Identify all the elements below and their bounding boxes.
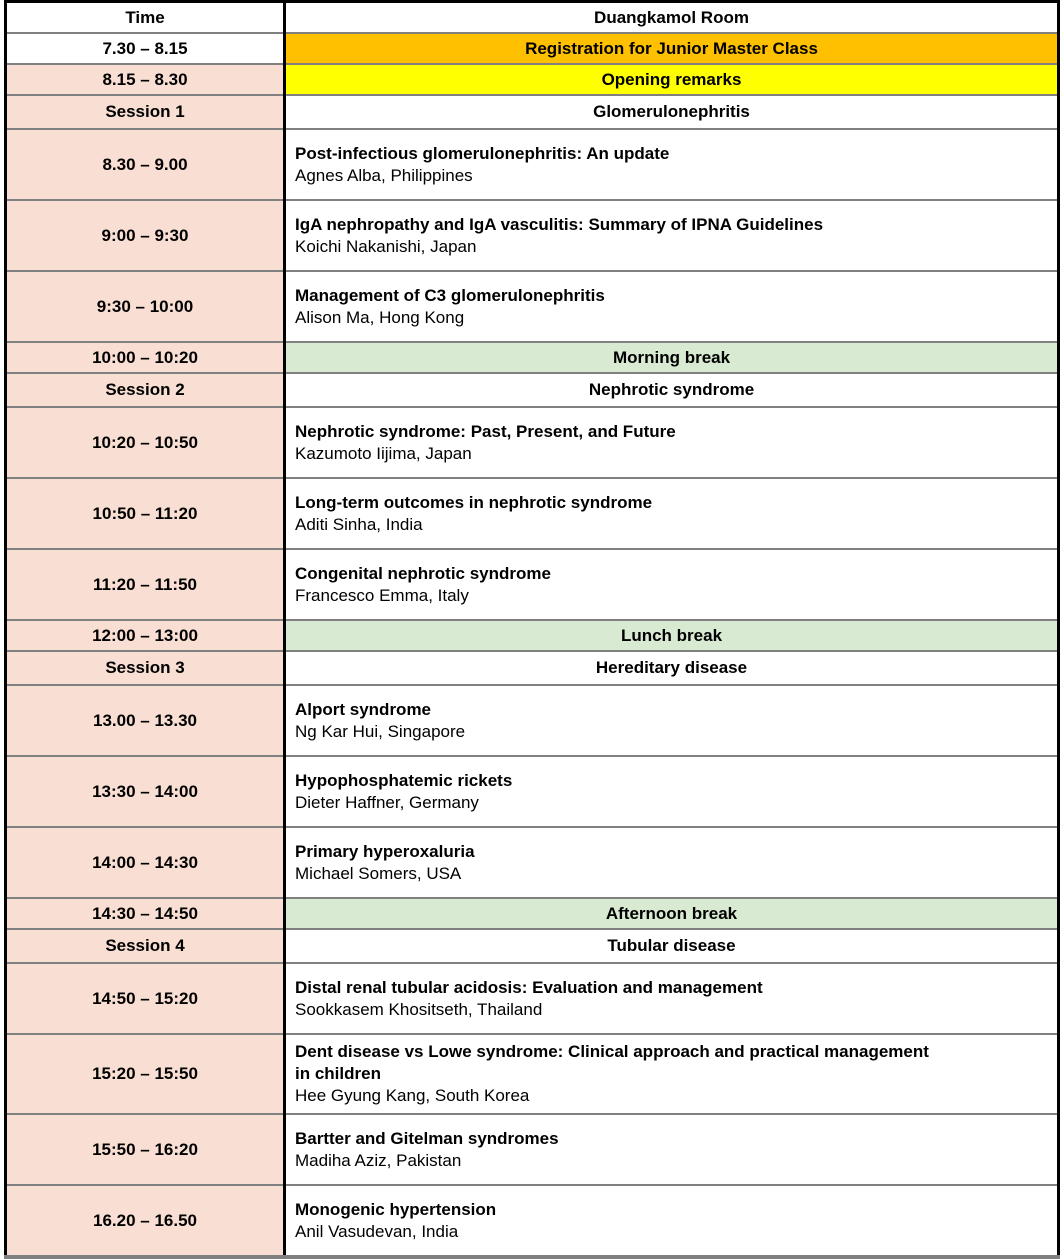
talk-row xyxy=(6,1114,1059,1185)
time-cell: 9:00 – 9:30 xyxy=(6,200,285,271)
talk-row xyxy=(6,129,1059,200)
talk-title: Dent disease vs Lowe syndrome: Clinical approach and practical management in children xyxy=(295,1042,929,1083)
talk-cell xyxy=(285,1034,1059,1114)
talk-cell xyxy=(285,963,1059,1034)
talk-row xyxy=(6,407,1059,478)
talk-cell xyxy=(285,756,1059,827)
session-topic-cell: Tubular disease xyxy=(285,929,1059,963)
talk-cell xyxy=(285,549,1059,620)
time-cell: 10:50 – 11:20 xyxy=(6,478,285,549)
talk-title: Primary hyperoxaluria xyxy=(295,841,475,861)
talk-title: Management of C3 glomerulonephritis xyxy=(295,285,605,305)
break-row xyxy=(6,342,1059,373)
event-row xyxy=(6,33,1059,64)
talk-title: Bartter and Gitelman syndromes xyxy=(295,1128,559,1148)
event-row xyxy=(6,64,1059,95)
talk-cell xyxy=(285,200,1059,271)
event-cell: Registration for Junior Master Class xyxy=(285,33,1059,64)
talk-row xyxy=(6,549,1059,620)
session-number-cell: Session 1 xyxy=(6,95,285,129)
session-number-cell: Session 3 xyxy=(6,651,285,685)
talk-row xyxy=(6,963,1059,1034)
talk-row xyxy=(6,478,1059,549)
break-cell: Lunch break xyxy=(285,620,1059,651)
time-cell: 15:20 – 15:50 xyxy=(6,1034,285,1114)
session-number-cell: Session 4 xyxy=(6,929,285,963)
talk-row xyxy=(6,1034,1059,1114)
talk-speaker: Francesco Emma, Italy xyxy=(295,585,469,605)
time-column-header: Time xyxy=(6,2,285,34)
talk-title: Long-term outcomes in nephrotic syndrome xyxy=(295,492,653,512)
break-cell: Morning break xyxy=(285,342,1059,373)
schedule-table xyxy=(4,0,1060,1259)
talk-speaker: Hee Gyung Kang, South Korea xyxy=(295,1086,530,1105)
talk-cell xyxy=(285,271,1059,342)
talk-speaker: Michael Somers, USA xyxy=(295,863,462,883)
room-column-header: Duangkamol Room xyxy=(285,2,1059,34)
break-row xyxy=(6,898,1059,929)
talk-row xyxy=(6,827,1059,898)
session-topic-cell: Hereditary disease xyxy=(285,651,1059,685)
session-row xyxy=(6,929,1059,963)
time-cell: 9:30 – 10:00 xyxy=(6,271,285,342)
session-row xyxy=(6,95,1059,129)
talk-title: IgA nephropathy and IgA vasculitis: Summary of IPNA Guidelines xyxy=(295,214,824,234)
time-cell: 11:20 – 11:50 xyxy=(6,549,285,620)
session-topic-cell: Nephrotic syndrome xyxy=(285,373,1059,407)
time-cell: 14:50 – 15:20 xyxy=(6,963,285,1034)
time-cell: 14:00 – 14:30 xyxy=(6,827,285,898)
talk-title: Distal renal tubular acidosis: Evaluation and management xyxy=(295,977,763,997)
talk-speaker: Alison Ma, Hong Kong xyxy=(295,307,465,327)
talk-speaker: Agnes Alba, Philippines xyxy=(295,165,473,185)
time-cell: 12:00 – 13:00 xyxy=(6,620,285,651)
talk-cell xyxy=(285,827,1059,898)
time-cell: 13.00 – 13.30 xyxy=(6,685,285,756)
session-number-cell: Session 2 xyxy=(6,373,285,407)
session-topic-cell: Glomerulonephritis xyxy=(285,95,1059,129)
time-cell: 13:30 – 14:00 xyxy=(6,756,285,827)
time-cell: 10:20 – 10:50 xyxy=(6,407,285,478)
talk-cell xyxy=(285,1185,1059,1257)
talk-title: Monogenic hypertension xyxy=(295,1199,497,1219)
talk-cell xyxy=(285,129,1059,200)
talk-cell xyxy=(285,1114,1059,1185)
time-cell: 14:30 – 14:50 xyxy=(6,898,285,929)
talk-cell xyxy=(285,478,1059,549)
time-cell: 10:00 – 10:20 xyxy=(6,342,285,373)
time-cell: 16.20 – 16.50 xyxy=(6,1185,285,1257)
talk-row xyxy=(6,756,1059,827)
event-cell: Opening remarks xyxy=(285,64,1059,95)
schedule-body xyxy=(6,33,1059,1257)
talk-cell xyxy=(285,685,1059,756)
talk-speaker: Koichi Nakanishi, Japan xyxy=(295,236,477,256)
session-row xyxy=(6,651,1059,685)
talk-speaker: Madiha Aziz, Pakistan xyxy=(295,1150,462,1170)
talk-speaker: Sookkasem Khositseth, Thailand xyxy=(295,999,543,1019)
talk-row xyxy=(6,685,1059,756)
talk-title: Post-infectious glomerulonephritis: An update xyxy=(295,143,670,163)
talk-title: Congenital nephrotic syndrome xyxy=(295,563,551,583)
header-row xyxy=(6,2,1059,34)
talk-title: Nephrotic syndrome: Past, Present, and Future xyxy=(295,421,676,441)
session-row xyxy=(6,373,1059,407)
talk-speaker: Kazumoto Iijima, Japan xyxy=(295,443,472,463)
talk-row xyxy=(6,200,1059,271)
break-row xyxy=(6,620,1059,651)
talk-speaker: Dieter Haffner, Germany xyxy=(295,792,479,812)
talk-speaker: Aditi Sinha, India xyxy=(295,514,423,534)
talk-title: Hypophosphatemic rickets xyxy=(295,770,513,790)
time-cell: 8.30 – 9.00 xyxy=(6,129,285,200)
talk-row xyxy=(6,1185,1059,1257)
break-cell: Afternoon break xyxy=(285,898,1059,929)
talk-title: Alport syndrome xyxy=(295,699,432,719)
time-cell: 15:50 – 16:20 xyxy=(6,1114,285,1185)
talk-speaker: Ng Kar Hui, Singapore xyxy=(295,721,466,741)
talk-row xyxy=(6,271,1059,342)
time-cell: 8.15 – 8.30 xyxy=(6,64,285,95)
talk-speaker: Anil Vasudevan, India xyxy=(295,1221,459,1241)
time-cell: 7.30 – 8.15 xyxy=(6,33,285,64)
talk-cell xyxy=(285,407,1059,478)
